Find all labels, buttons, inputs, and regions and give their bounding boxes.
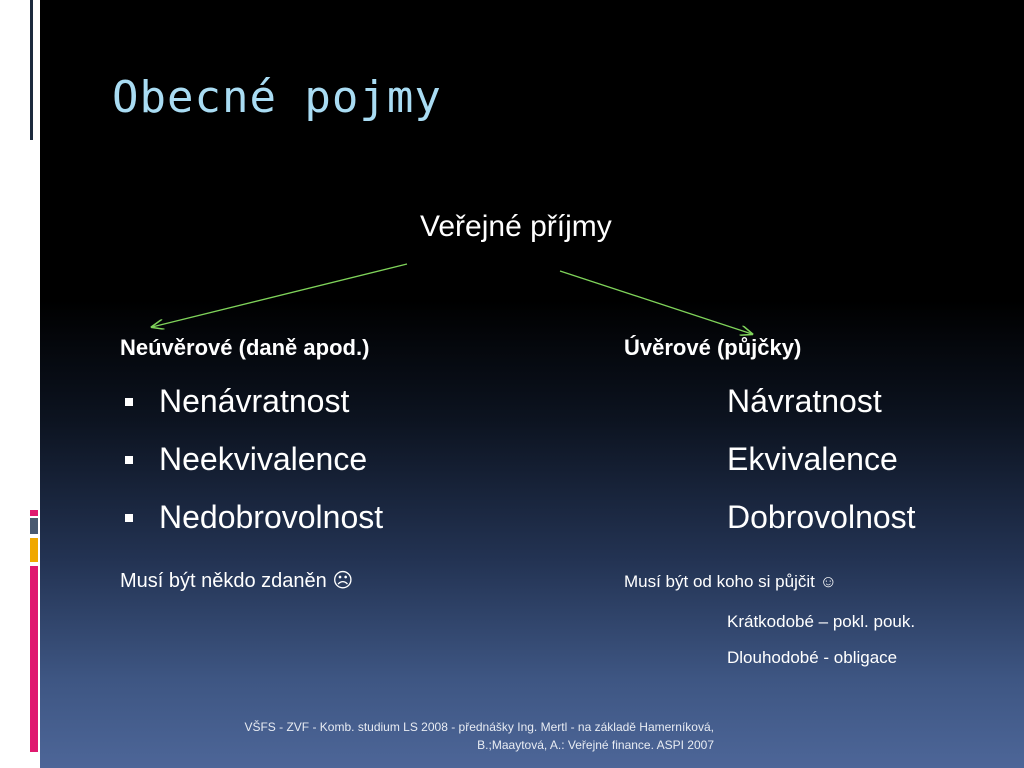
footer-line: B.;Maaytová, A.: Veřejné finance. ASPI 2007: [477, 738, 714, 752]
bullet-icon: [125, 514, 133, 522]
bullet-icon: [125, 398, 133, 406]
right-item: Dobrovolnost: [727, 499, 916, 535]
footer-citation: [120, 718, 714, 754]
arrow-right: [560, 271, 752, 334]
center-heading: Veřejné příjmy: [420, 210, 612, 243]
left-item: Nedobrovolnost: [159, 499, 384, 535]
bullet-icon: [125, 456, 133, 464]
footer-line: VŠFS - ZVF - Komb. studium LS 2008 - přednášky Ing. Mertl - na základě Hamerníková,: [244, 720, 714, 734]
left-note: Musí být někdo zdaněn ☹: [120, 570, 354, 592]
right-item: Ekvivalence: [727, 441, 898, 477]
left-item: Neekvivalence: [159, 441, 368, 477]
right-sub-note: Krátkodobé – pokl. pouk.: [727, 612, 916, 631]
left-column-header: Neúvěrové (daně apod.): [120, 335, 370, 360]
arrow-left: [152, 264, 407, 327]
slide-title: Obecné pojmy: [112, 72, 442, 123]
left-item: Nenávratnost: [159, 383, 350, 419]
right-item: Návratnost: [727, 383, 882, 419]
right-column-header: Úvěrové (půjčky): [624, 335, 802, 360]
right-sub-note: Dlouhodobé - obligace: [727, 648, 898, 667]
right-note: Musí být od koho si půjčit ☺: [624, 572, 837, 591]
